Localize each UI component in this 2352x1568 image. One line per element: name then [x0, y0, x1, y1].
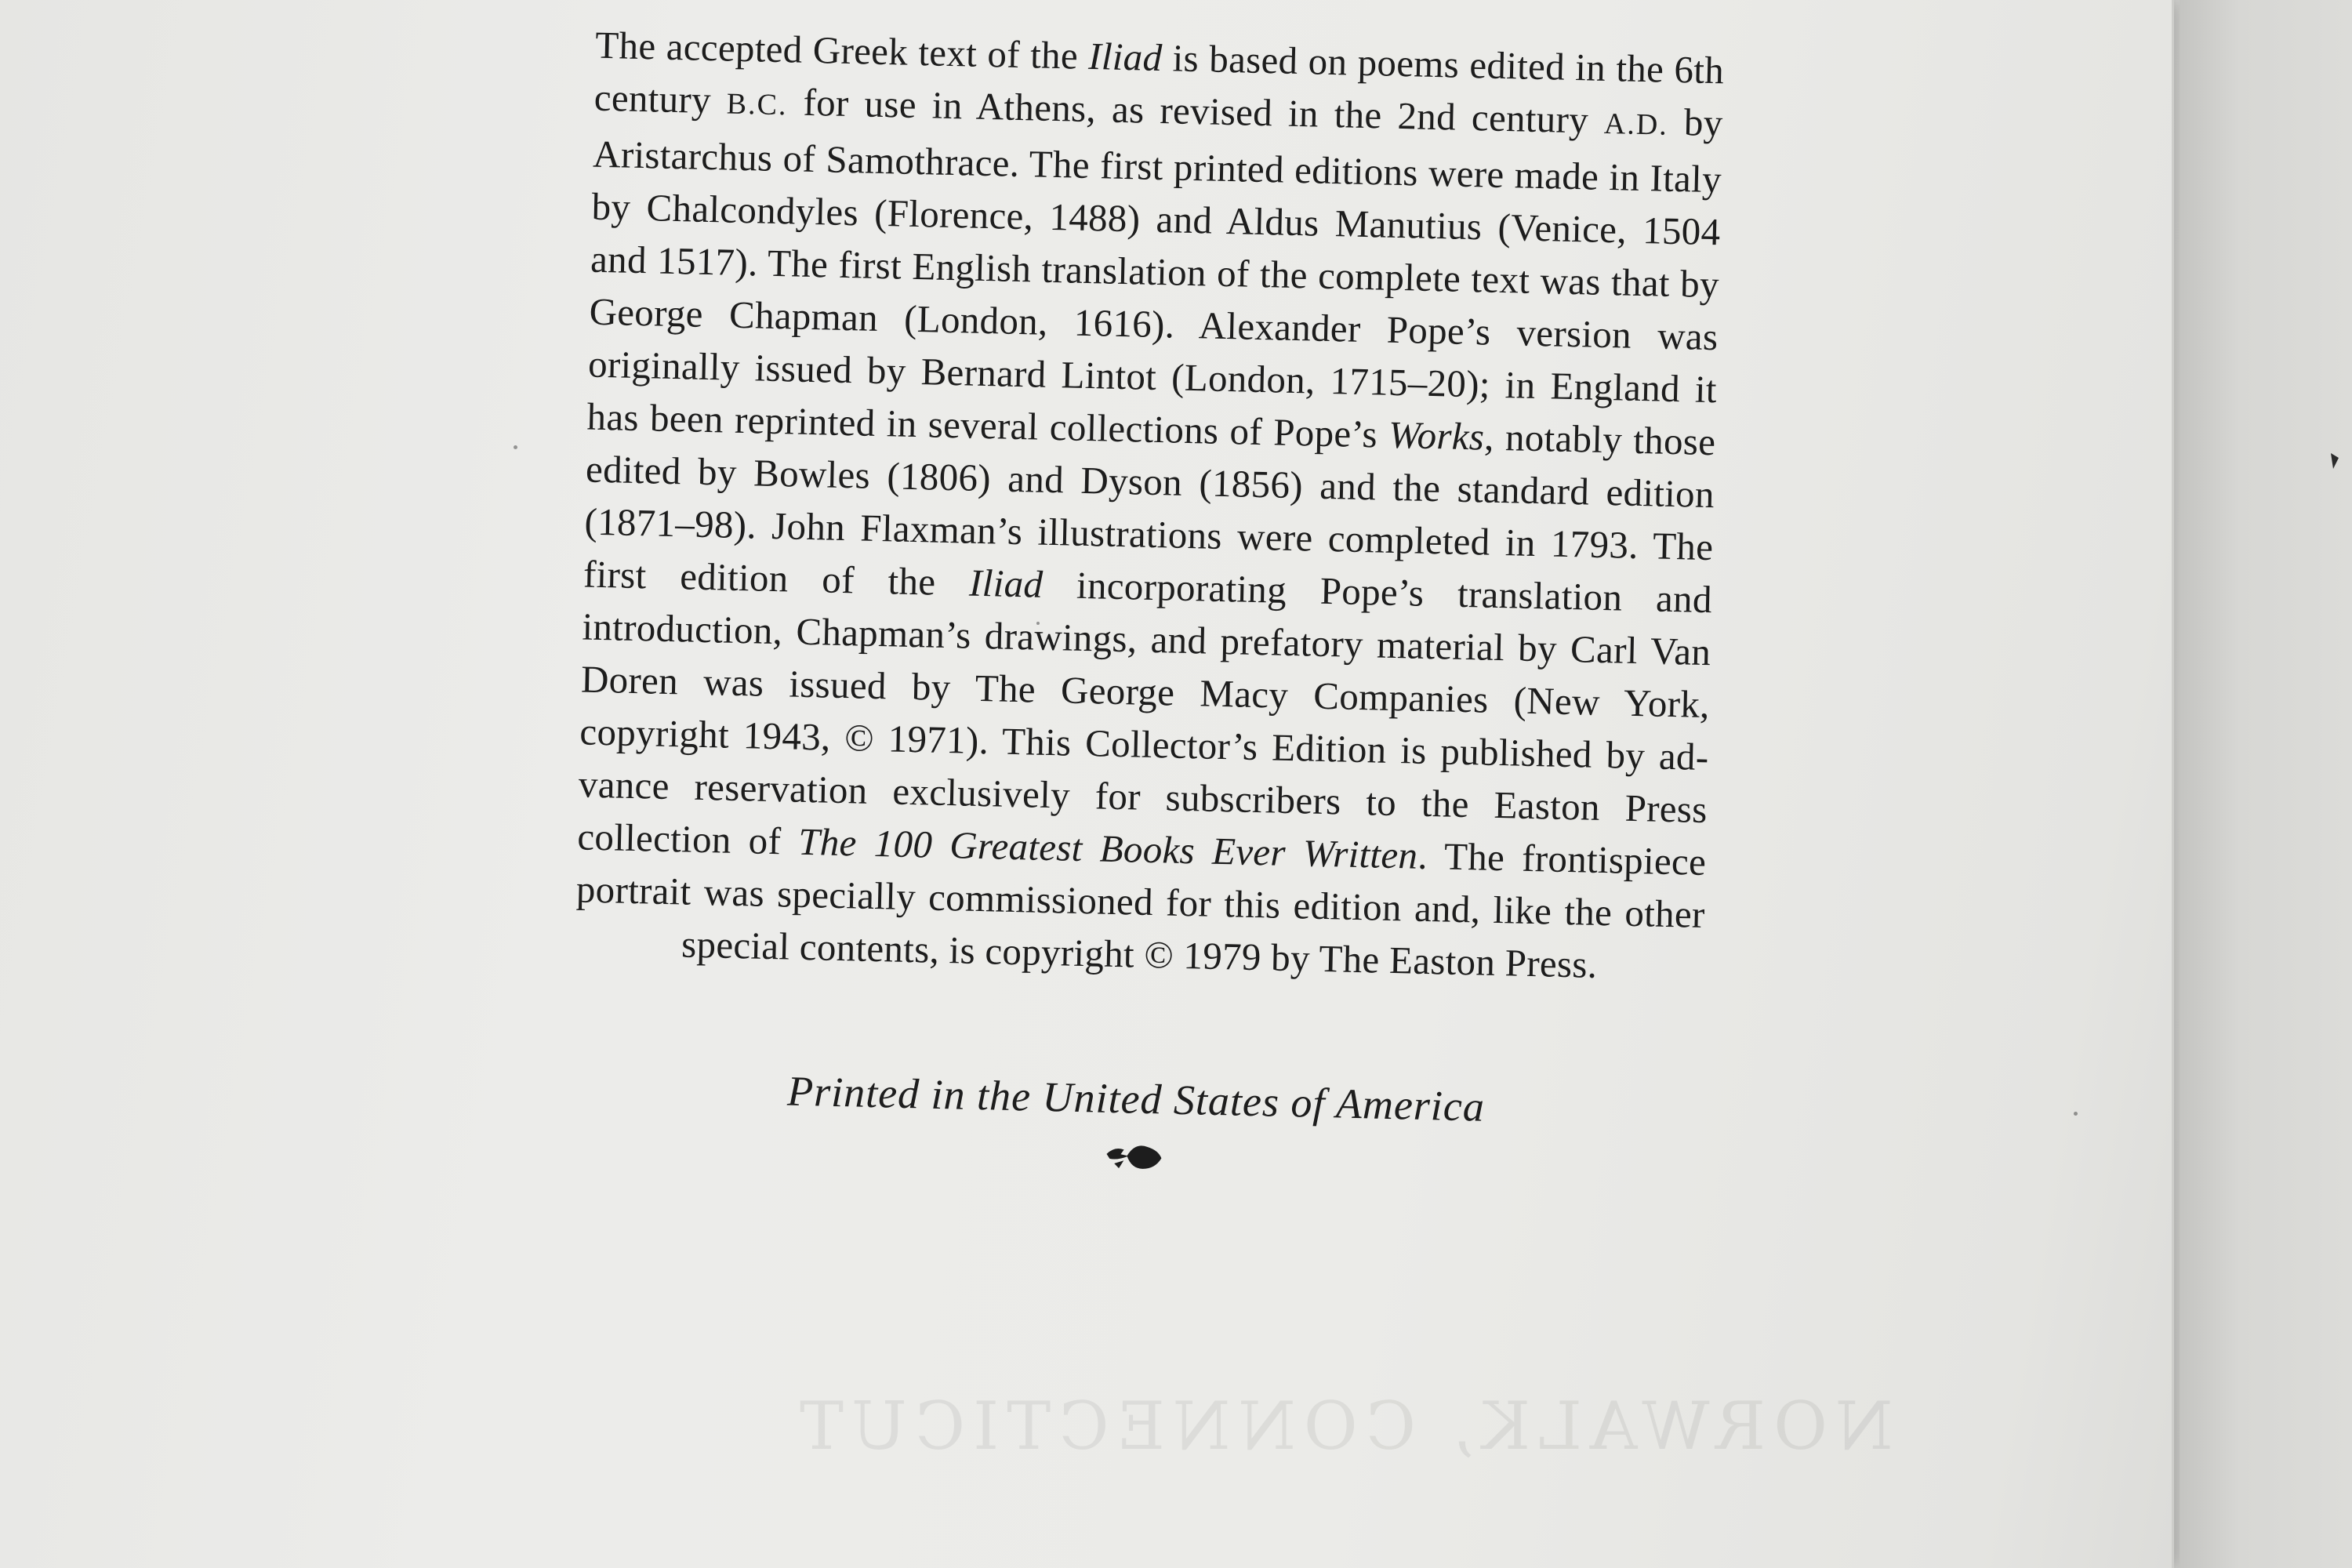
era-abbreviation: A.D.	[1603, 107, 1669, 142]
paper-speck	[2074, 1112, 2078, 1116]
colophon-block	[570, 19, 1725, 1189]
printed-in-line: Printed in the United States of America	[786, 1067, 1486, 1131]
series-title: The 100 Greatest Books Ever Written	[797, 819, 1418, 877]
colophon-text: by Aristarchus of Samothrace. The first printed editions were made in Italy by Chalcondyles (Florence, 1488) and Aldus Manutius (Venice, 1504 and 1517). The first English translation of the complete text was that by George Chapman (London, 1616). Alexander Pope’s version was originally issued by Bernard Lintot (London, 1715–20); in England it has been reprinted in several collections of Pope’s	[586, 100, 1724, 456]
era-abbreviation: B.C.	[726, 87, 788, 122]
paper-speck	[1036, 622, 1040, 625]
colophon-paragraph	[575, 19, 1725, 993]
iliad-title: Iliad	[968, 561, 1044, 606]
fleuron-ornament-icon	[1103, 1137, 1167, 1178]
facing-page-mark	[2331, 453, 2339, 469]
colophon-text: is based on poems edited in the 6th century	[593, 36, 1725, 122]
colophon-text: for use in Athens, as revised in the 2nd century	[786, 80, 1605, 142]
paper-speck	[514, 445, 517, 449]
colophon-text: The accepted Greek text of the	[594, 23, 1089, 78]
colophon-text: incorporating Pope’s translation and introduction, Chapman’s drawings, and prefatory material by Carl Van Doren was issued by The George Macy Companies (New York, copyright 1943, © 1971). This Collector’s Edition is published by advance reservation exclusively for subscribers to the Easton Press collection of	[576, 562, 1713, 863]
colophon-text: . The frontispiece portrait was specially commissioned for this edition and, like the other special contents, is copyright © 1979 by The Easton Press.	[575, 833, 1707, 986]
colophon-text: , notably those edited by Bowles (1806) and Dyson (1856) and the standard edition (1871–98). John Flaxman’s illustrations were completed in 1793. The first edition of the	[583, 415, 1716, 604]
works-title: Works	[1388, 412, 1485, 459]
show-through-text: NORWALK, CONNECTICUT	[792, 1388, 1893, 1465]
iliad-title: Iliad	[1087, 34, 1163, 80]
facing-page-edge	[2180, 0, 2352, 1568]
